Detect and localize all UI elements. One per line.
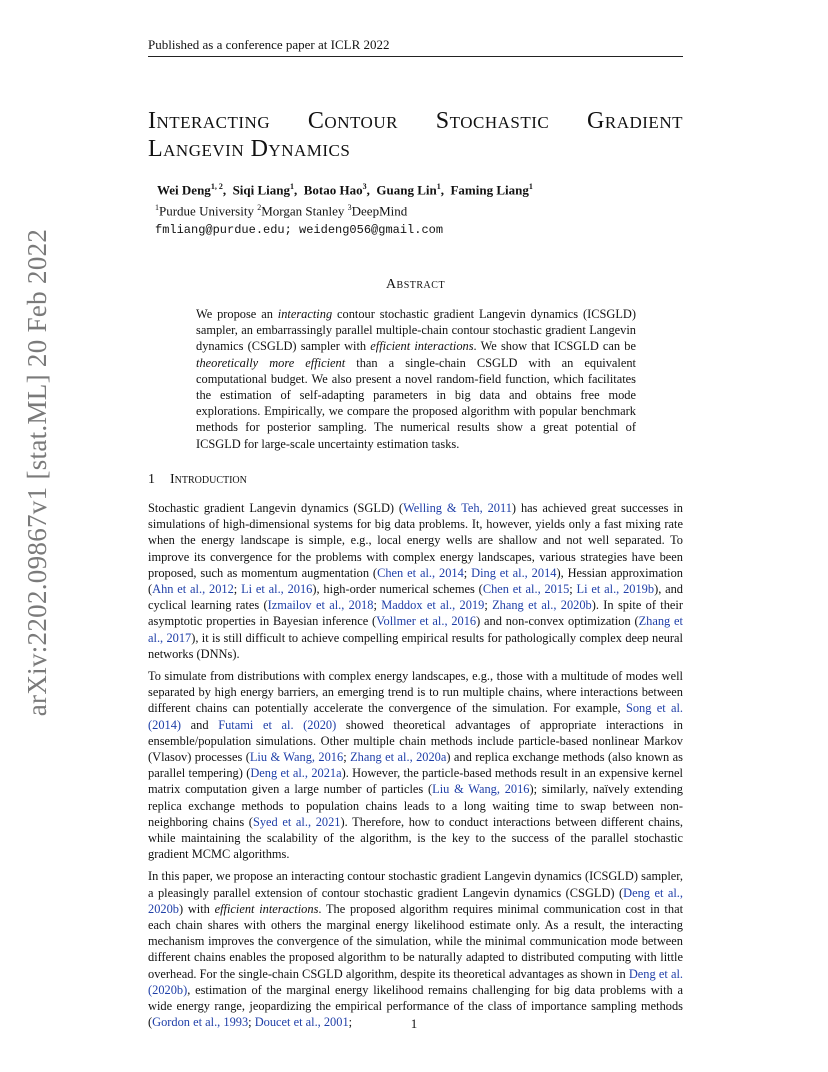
citation-link[interactable]: Ahn et al., 2012 — [152, 582, 234, 597]
citation-link[interactable]: Deng et al., 2021a — [250, 766, 342, 781]
text-run: ), and cyclical learning rates ( — [148, 582, 683, 613]
citation-link[interactable]: Maddox et al., 2019 — [381, 598, 485, 613]
text-run: ). However, the particle-based methods result in an expensive kernel matrix computation given a large number of particles ( — [148, 766, 683, 797]
text-run: , estimation of the marginal energy likelihood remains challenging for big data problems with a wide energy range, jeopardizing the empirical performance of the class of importance sampling methods ( — [148, 982, 683, 1030]
paper-title — [148, 107, 683, 163]
text-run: ) and replica exchange methods (also known as parallel tempering) ( — [148, 750, 683, 781]
abstract-paragraph — [196, 306, 636, 452]
text-run: ; — [373, 598, 382, 613]
text-run: In this paper, we propose an interacting contour stochastic gradient Langevin dynamics (ICSGLD) sampler, a pleasingly parallel extension of contour stochastic gradient Langevin dynamics (CSGLD) ( — [148, 869, 683, 900]
abstract-heading: Abstract — [385, 277, 446, 292]
affil-name: Morgan Stanley — [261, 203, 348, 219]
citation-link[interactable]: Song et al. (2014) — [148, 701, 683, 732]
title-line-2 — [148, 135, 683, 163]
citation-link[interactable]: Gordon et al., 1993 — [152, 1015, 249, 1030]
citation-link[interactable]: Liu & Wang, 2016 — [249, 750, 344, 765]
citation-link[interactable]: Li et al., 2016 — [241, 582, 313, 597]
paragraph-2 — [148, 668, 683, 862]
text-run: ), high-order numerical schemes ( — [312, 582, 483, 597]
abstract — [196, 306, 636, 452]
author-list: Wei Deng$^{1, 2}$, Siqi Liang$^1$, Botao Hao$^3$, Guang Lin$^1$, Faming Liang$^1$ — [157, 182, 533, 198]
title-word: Contour — [307, 108, 398, 134]
title-line-1 — [148, 107, 683, 135]
paragraph-3 — [148, 868, 683, 1030]
citation-link[interactable]: Deng et al., 2020b — [148, 885, 683, 916]
author-affil-marker: 1 — [436, 182, 441, 191]
text-run: ), it is still difficult to achieve compelling empirical results for pathologically complex deep neural networks (DNNs). — [148, 630, 683, 661]
title-word: Gradient — [587, 108, 683, 134]
paragraph-1 — [148, 500, 683, 662]
title-word: Stochastic — [435, 108, 550, 134]
text-run: ) has achieved great successes in simulations of high-dimensional systems for big data problems. It, however, yields only a fast mixing rate when the energy landscape is simple, e.g., local energy wells are shallow and not well separated. To improve its convergence for the problems with complex energy landscapes, various strategies have been proposed, such as momentum augmentation ( — [148, 501, 683, 580]
text-run: . The proposed algorithm requires minimal communication cost in that each chain shares with others the marginal energy likelihood estimate only. As a result, the interacting mechanism improves the convergence of the simulation, while the minimal communication mode between different chains enables the proposed algorithm to be naturally adapted to distributed computing with little overhead. For the single-chain CSGLD algorithm, despite its theoretical advantages as shown in — [148, 901, 684, 981]
text-run: ; — [463, 565, 472, 580]
text-run: and — [181, 717, 219, 732]
citation-link[interactable]: Liu & Wang, 2016 — [432, 782, 530, 797]
text-run: To simulate from distributions with complex energy landscapes, e.g., those with a multitude of modes well separated by high energy barriers, an emerging trend is to run multiple chains, where interactions between different chains can potentially accelerate the convergence of the simulation. For example, — [148, 669, 683, 716]
section-heading — [148, 472, 247, 488]
citation-link[interactable]: Li et al., 2019b — [576, 582, 655, 597]
text-run: ), Hessian approximation ( — [148, 565, 683, 597]
affil-marker: 3 — [347, 203, 352, 212]
emphasis: theoretically more efficient — [196, 355, 346, 370]
citation-link[interactable]: Zhang et al., 2020a — [350, 750, 447, 765]
body-text — [148, 500, 683, 1037]
author-name: Wei Deng — [157, 182, 211, 198]
emphasis: efficient interactions — [370, 339, 474, 354]
emphasis: efficient interactions — [214, 901, 319, 916]
text-run: We propose an — [196, 307, 278, 321]
text-run: . We show that ICSGLD can be — [473, 339, 636, 354]
text-run: ) with — [178, 901, 215, 916]
author-name: Siqi Liang — [232, 182, 291, 198]
text-run: ; — [484, 598, 493, 613]
text-run: ; — [348, 1015, 353, 1030]
citation-link[interactable]: Welling & Teh, 2011 — [403, 501, 512, 515]
section-number: 1 — [148, 472, 155, 487]
affil-marker: 1 — [155, 203, 159, 212]
author-emails: fmliang@purdue.edu; weideng056@gmail.com — [155, 223, 444, 237]
author-name: Botao Hao — [303, 182, 363, 198]
citation-link[interactable]: Zhang et al., 2020b — [492, 598, 592, 613]
citation-link[interactable]: Vollmer et al., 2016 — [376, 614, 477, 629]
text-run: ; — [248, 1015, 255, 1030]
citation-link[interactable]: Zhang et al., 2017 — [148, 614, 683, 645]
text-run: contour stochastic gradient Langevin dynamics (ICSGLD) sampler, an embarrassingly parallel multiple-chain contour stochastic gradient Langevin dynamics (CSGLD) sampler with — [196, 307, 636, 354]
text-run: ; — [233, 582, 242, 597]
arxiv-sidebar — [8, 228, 68, 716]
author-affil-marker: 1 — [290, 182, 295, 191]
arxiv-identifier[interactable]: arXiv:2202.09867v1 [stat.ML] 20 Feb 2022 — [22, 228, 53, 716]
text-run: showed theoretical advantages of appropriate interactions in ensemble/population simulations. Other multiple chain methods include particle-based nonlinear Markov (Vlasov) processes ( — [148, 717, 683, 765]
section-title: Introduction — [170, 472, 247, 487]
text-run: than a single-chain CSGLD with an equivalent computational budget. We also present a novel random-field function, which facilitates the estimation of self-adapting parameters in big data and obtains free mode explorations. Empirically, we compare the proposed algorithm with popular benchmark methods for posterior sampling. The numerical results show a great potential of ICSGLD for large-scale uncertainty estimation tasks. — [196, 355, 636, 451]
text-run: ; — [343, 750, 351, 765]
affil-marker: 2 — [257, 203, 262, 212]
author-name: Faming Liang — [450, 182, 529, 198]
text-run: ; — [569, 582, 577, 597]
affiliations — [155, 203, 407, 219]
text-run: ). In spite of their asymptotic properties in Bayesian inference ( — [148, 598, 684, 629]
title-word: Interacting — [148, 108, 271, 134]
citation-link[interactable]: Chen et al., 2014 — [377, 565, 464, 580]
citation-link[interactable]: Futami et al. (2020) — [218, 717, 337, 732]
citation-link[interactable]: Chen et al., 2015 — [482, 582, 570, 597]
author-affil-marker: 1 — [528, 182, 533, 191]
author-affil-marker: 1, 2 — [210, 182, 223, 191]
text-run: ); similarly, naïvely extending replica exchange methods to population chains leads to a long waiting time to swap between non-neighboring chains ( — [148, 782, 683, 829]
citation-link[interactable]: Syed et al., 2021 — [252, 814, 341, 829]
affil-name: Purdue University — [159, 203, 258, 219]
citation-link[interactable]: Izmailov et al., 2018 — [267, 598, 374, 613]
affil-name: DeepMind — [351, 203, 408, 219]
author-name: Guang Lin — [376, 182, 437, 198]
title-word: Langevin Dynamics — [148, 136, 351, 162]
emphasis: interacting — [277, 307, 333, 321]
citation-link[interactable]: Doucet et al., 2001 — [254, 1015, 349, 1030]
text-run: Stochastic gradient Langevin dynamics (SGLD) ( — [148, 501, 404, 515]
page-number: 1 — [410, 1016, 418, 1031]
text-run: ). Therefore, how to conduct interactions between different chains, while maintaining the scalability of the algorithm, is the key to the success of the parallel stochastic gradient MCMC algorithms. — [148, 814, 683, 862]
citation-link[interactable]: Deng et al. (2020b) — [148, 966, 684, 997]
running-header: Published as a conference paper at ICLR 2022 — [148, 37, 683, 57]
text-run: ) and non-convex optimization ( — [476, 614, 639, 629]
author-affil-marker: 3 — [362, 182, 367, 191]
citation-link[interactable]: Ding et al., 2014 — [471, 565, 557, 580]
